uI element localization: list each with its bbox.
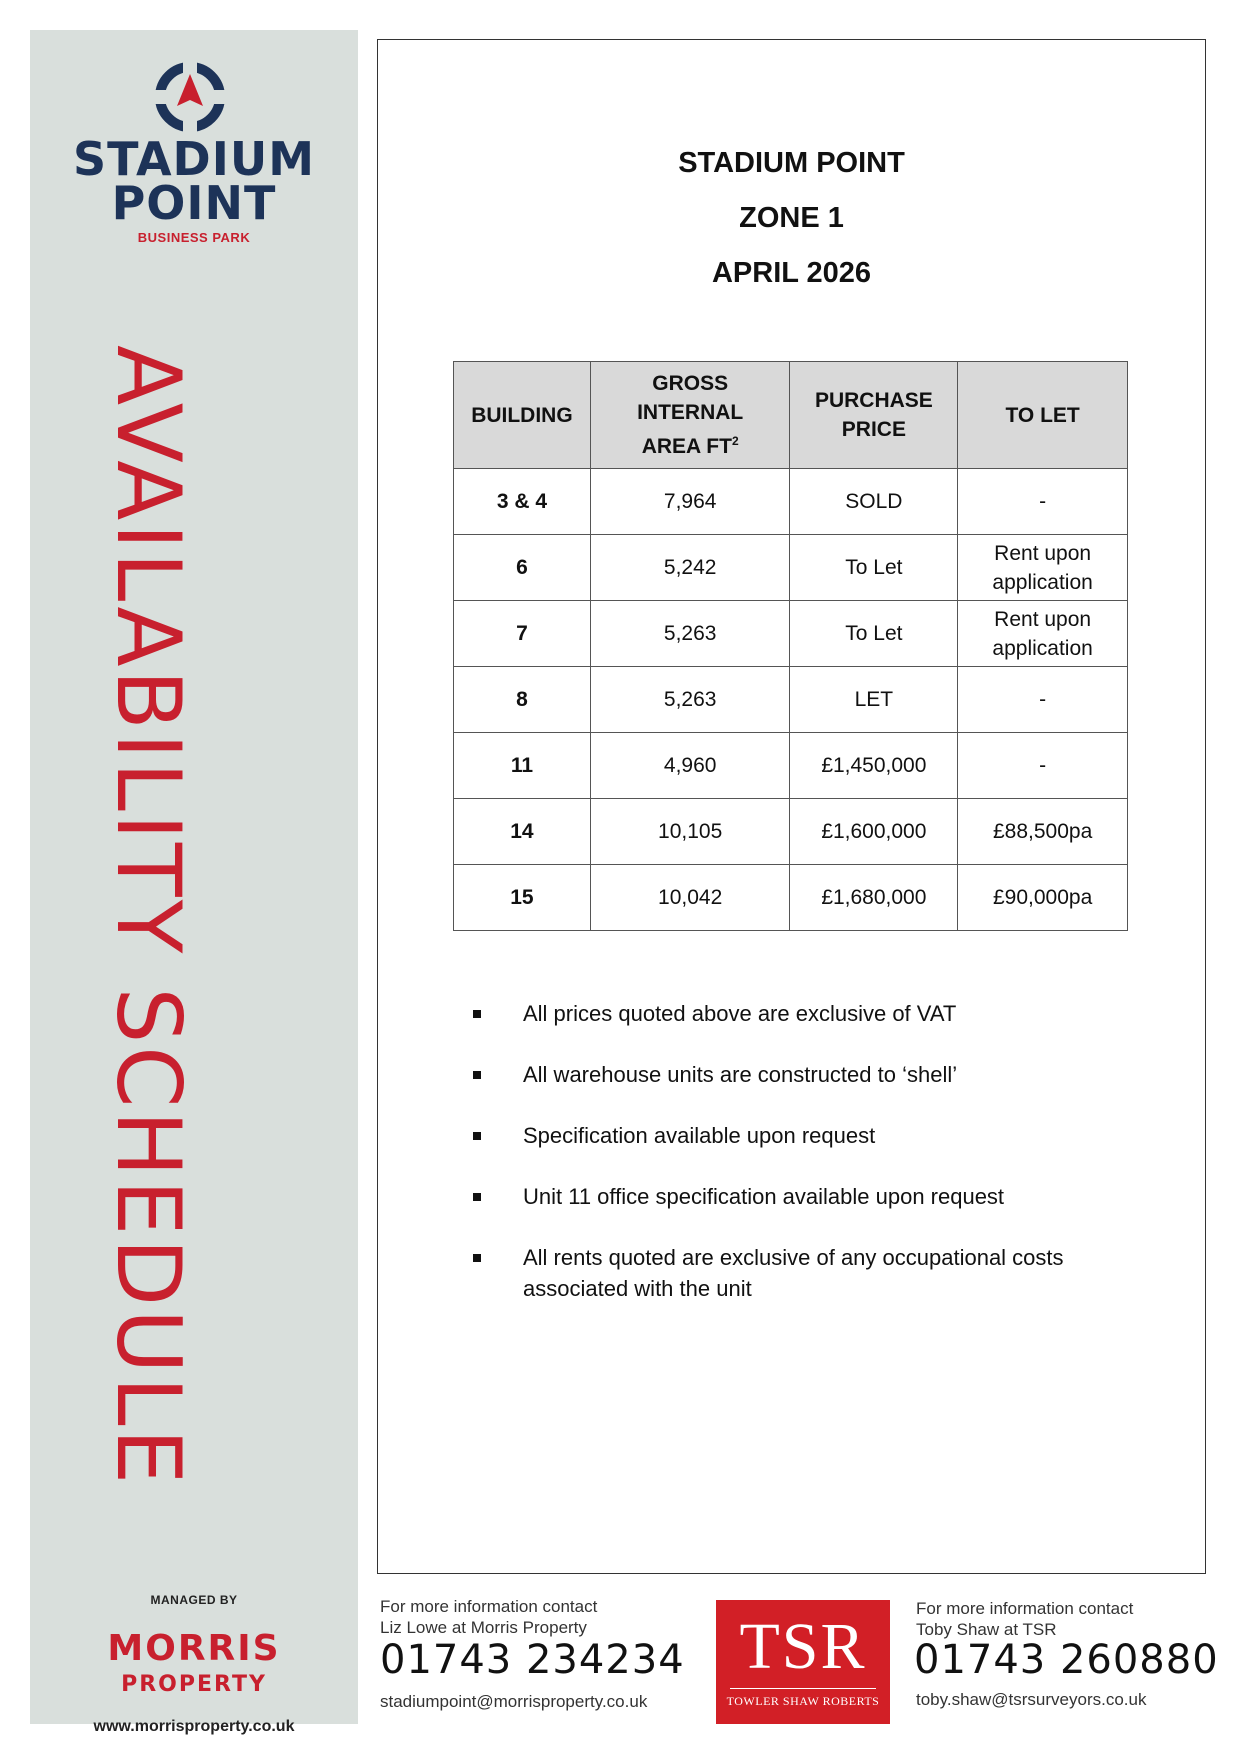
brand-name-line2: POINT — [111, 176, 277, 230]
table-row — [454, 865, 1128, 931]
cell-area: 5,263 — [590, 667, 790, 733]
header-building: BUILDING — [454, 362, 591, 469]
cell-to-let: Rent upon application — [958, 601, 1128, 667]
table-header-row — [454, 362, 1128, 469]
cell-building: 14 — [454, 799, 591, 865]
cell-to-let: Rent upon application — [958, 535, 1128, 601]
sidebar — [30, 30, 358, 1735]
cell-area: 10,105 — [590, 799, 790, 865]
header-to-let: TO LET — [958, 362, 1128, 469]
table-row — [454, 535, 1128, 601]
brand-subtitle: BUSINESS PARK — [137, 230, 251, 245]
cell-price: To Let — [790, 535, 958, 601]
cell-price: SOLD — [790, 469, 958, 535]
square-bullet-icon — [473, 1193, 481, 1201]
header-gross-internal-area: GROSS INTERNAL AREA $FT^2$ — [590, 362, 790, 469]
brand-name-line1: STADIUM — [73, 132, 315, 186]
table-row — [454, 799, 1128, 865]
cell-building: 3 & 4 — [454, 469, 591, 535]
cell-to-let: - — [958, 469, 1128, 535]
table-row — [454, 469, 1128, 535]
morris-logo-sub: PROPERTY — [121, 1672, 267, 1697]
header-purchase-price: PURCHASE PRICE — [790, 362, 958, 469]
list-item: All rents quoted are exclusive of any occupational costs associated with the unit — [473, 1242, 1173, 1304]
tsr-logo — [716, 1600, 890, 1724]
square-bullet-icon — [473, 1132, 481, 1140]
cell-to-let: - — [958, 733, 1128, 799]
cell-area: 4,960 — [590, 733, 790, 799]
cell-building: 8 — [454, 667, 591, 733]
availability-schedule-title: AVAILABILITY SCHEDULE — [97, 345, 200, 1488]
square-bullet-icon — [473, 1254, 481, 1262]
cell-area: 10,042 — [590, 865, 790, 931]
tsr-logo-name: TOWLER SHAW ROBERTS — [726, 1694, 880, 1708]
date-heading: APRIL 2026 — [711, 257, 872, 289]
cell-price: To Let — [790, 601, 958, 667]
table-row — [454, 733, 1128, 799]
cell-area: 5,242 — [590, 535, 790, 601]
tsr-logo-divider — [730, 1688, 876, 1689]
cell-price: £1,680,000 — [790, 865, 958, 931]
page-title: STADIUM POINT — [678, 147, 905, 179]
table-row — [454, 601, 1128, 667]
compass-icon — [153, 60, 227, 134]
tsr-email[interactable]: toby.shaw@tsrsurveyors.co.uk — [916, 1690, 1147, 1709]
list-item: Specification available upon request — [473, 1120, 1173, 1151]
tsr-logo-letters: TSR — [739, 1610, 867, 1683]
cell-to-let: - — [958, 667, 1128, 733]
schedule-panel — [377, 39, 1206, 1574]
cell-building: 7 — [454, 601, 591, 667]
notes-list — [473, 998, 1173, 1334]
morris-website-link[interactable]: www.morrisproperty.co.uk — [93, 1718, 295, 1735]
square-bullet-icon — [473, 1010, 481, 1018]
tsr-phone[interactable]: 01743 260880 — [914, 1637, 1219, 1683]
tsr-contact-label: For more information contact Toby Shaw at TSR — [916, 1599, 1134, 1639]
list-item: All prices quoted above are exclusive of VAT — [473, 998, 1173, 1029]
square-bullet-icon — [473, 1071, 481, 1079]
zone-heading: ZONE 1 — [739, 202, 844, 234]
cell-price: £1,600,000 — [790, 799, 958, 865]
morris-logo-wordmark: MORRIS — [107, 1628, 281, 1669]
cell-building: 11 — [454, 733, 591, 799]
cell-building: 15 — [454, 865, 591, 931]
morris-email[interactable]: stadiumpoint@morrisproperty.co.uk — [380, 1692, 648, 1711]
list-item: Unit 11 office specification available upon request — [473, 1181, 1173, 1212]
morris-phone[interactable]: 01743 234234 — [380, 1637, 685, 1683]
cell-price: £1,450,000 — [790, 733, 958, 799]
cell-price: LET — [790, 667, 958, 733]
cell-area: 5,263 — [590, 601, 790, 667]
cell-area: 7,964 — [590, 469, 790, 535]
table-row — [454, 667, 1128, 733]
list-item: All warehouse units are constructed to ‘shell’ — [473, 1059, 1173, 1090]
managed-by-label: MANAGED BY — [150, 1593, 238, 1607]
cell-to-let: £90,000pa — [958, 865, 1128, 931]
cell-building: 6 — [454, 535, 591, 601]
cell-to-let: £88,500pa — [958, 799, 1128, 865]
morris-contact-label: For more information contact Liz Lowe at Morris Property — [380, 1597, 598, 1637]
availability-table — [453, 361, 1128, 931]
